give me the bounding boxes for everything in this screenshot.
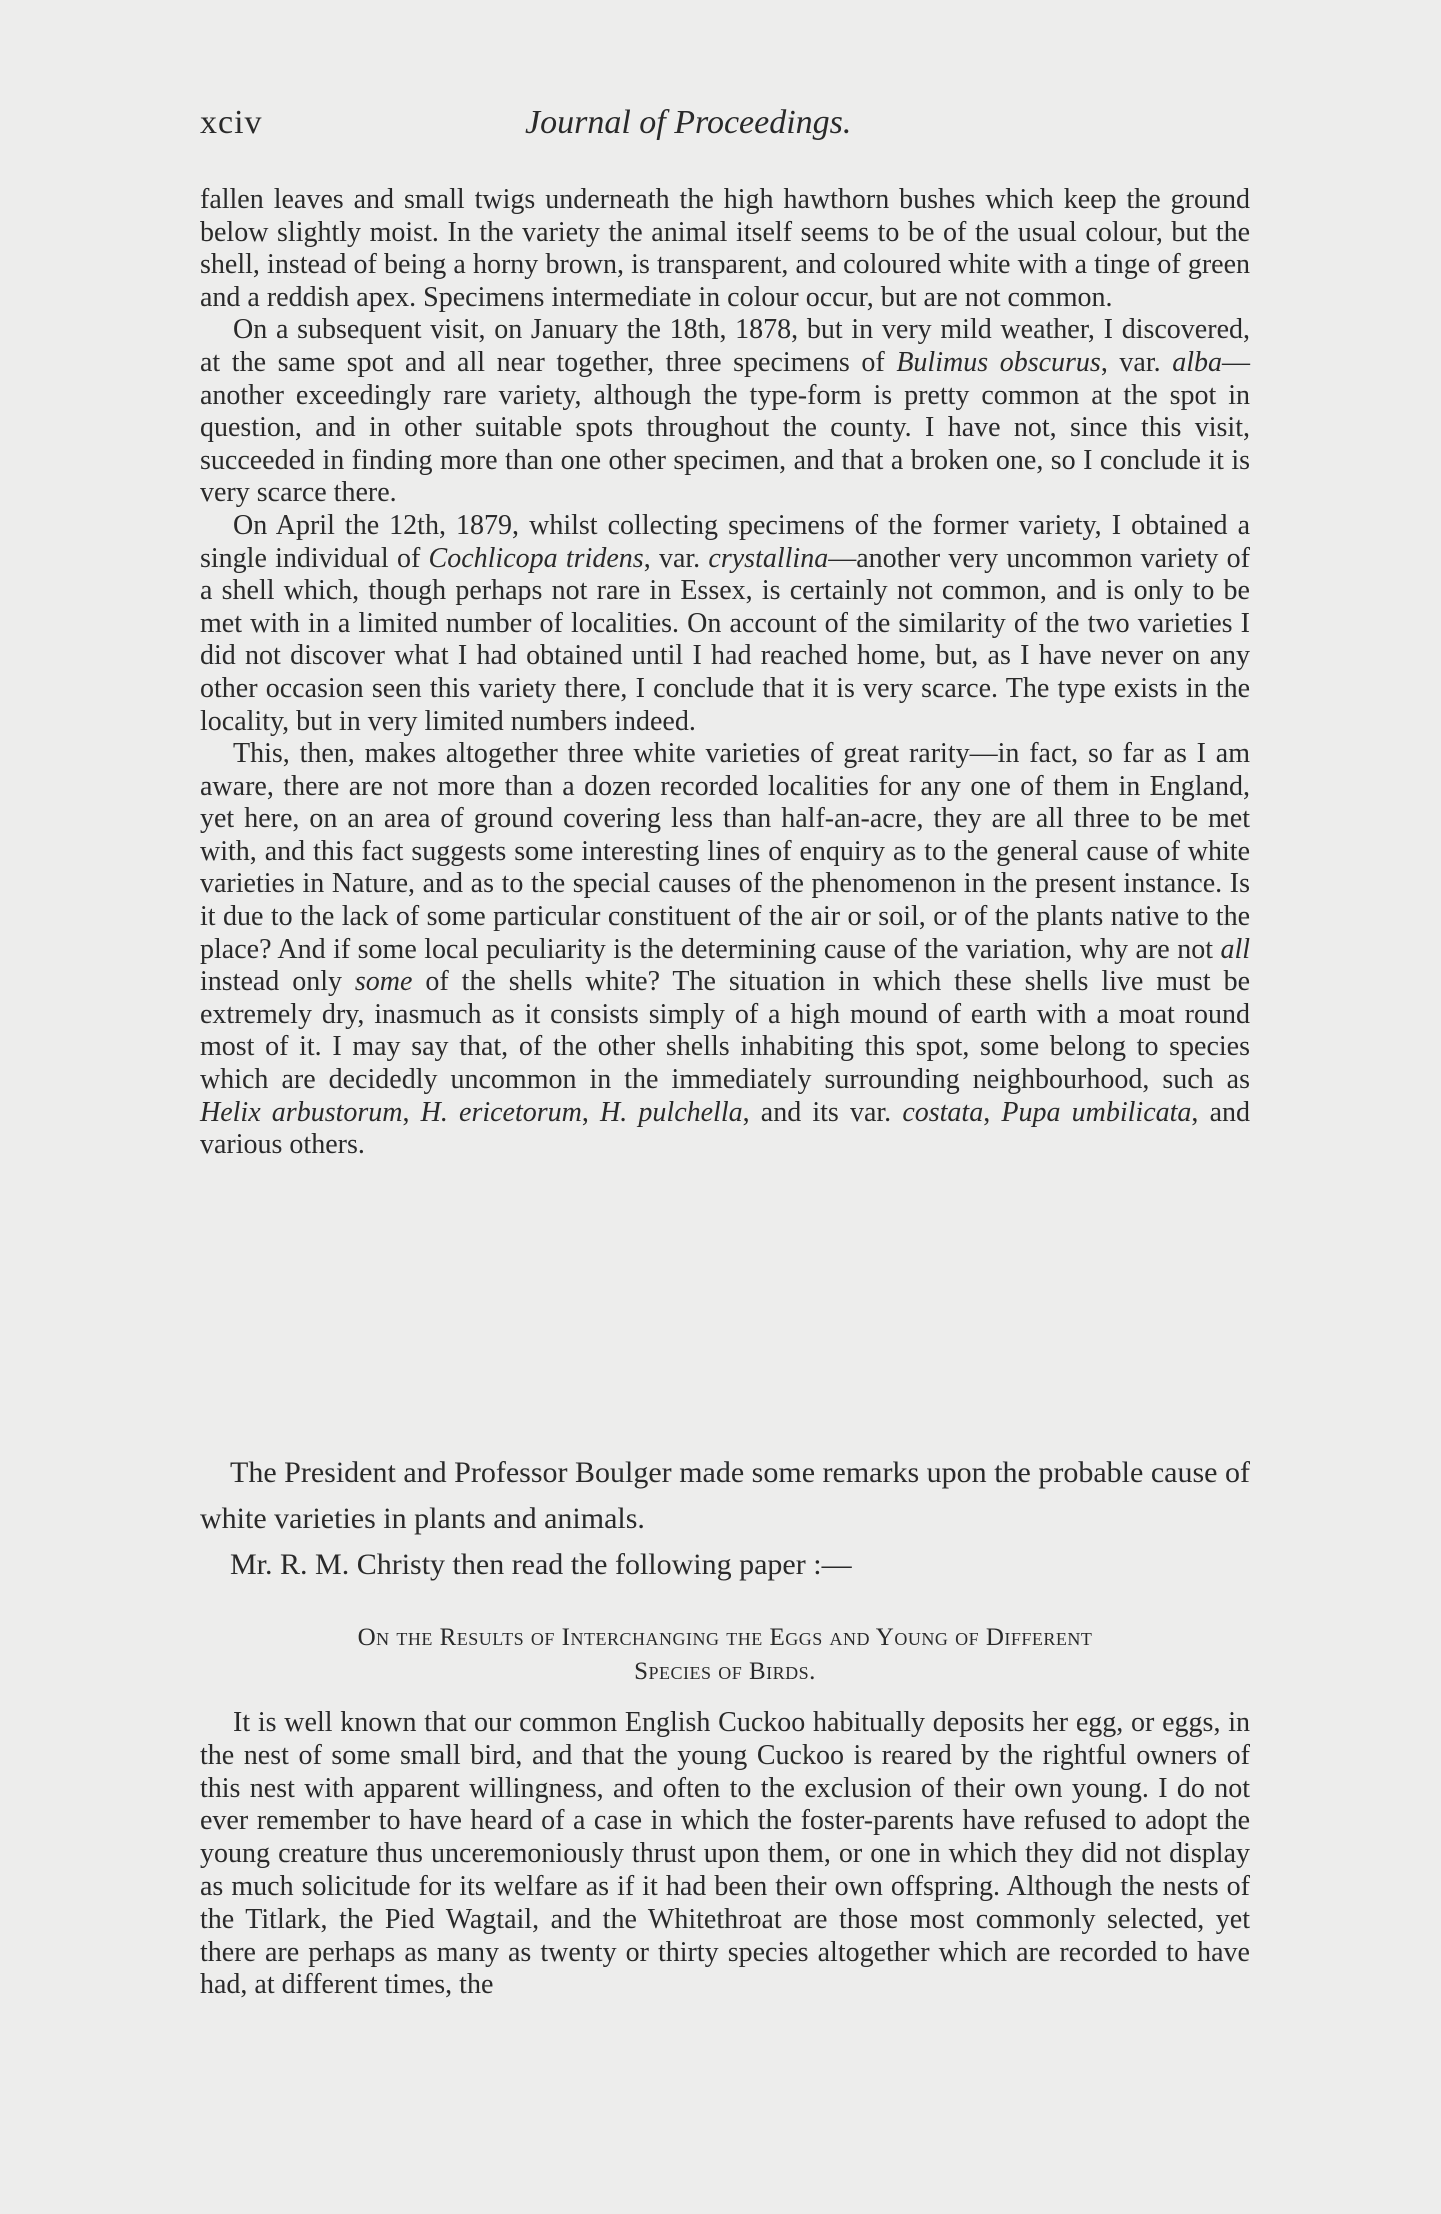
paragraph-4-text-f: , and its var. (742, 1096, 903, 1128)
paragraph-3-text-a: On April the 12th, 1879, whilst collecting specimens of the former variety, I obtained a single individual of (200, 509, 1250, 574)
variety-name: alba (1172, 346, 1222, 378)
species-name: Pupa umbilicata (1001, 1096, 1192, 1128)
page-number: xciv (200, 104, 263, 141)
emphasis-word: some (354, 966, 413, 998)
paragraph-4 (200, 738, 1250, 1162)
species-name: Helix arbustorum (200, 1096, 403, 1128)
paragraph-4-text-a: This, then, makes altogether three white varieties of great rarity—in fact, so far as I am aware, there are not more than a dozen recorded localities for any one of them in England, yet here, on an area of ground covering less than half-an-acre, they are all three to be met with, and this fact suggests some interesting lines of enquiry as to the general cause of white varieties in Nature, and as to the special causes of the phenomenon in the present instance. Is it due to the lack of some particular constituent of the air or soil, or of the plants native to the place? And if some local peculiarity is the determining cause of the variation, why are not (200, 738, 1250, 965)
paragraph-2 (200, 314, 1250, 510)
paragraph-4-text-b: instead only (200, 966, 355, 998)
paper-heading-line-1: On the Results of Interchanging the Eggs and Young of Different (357, 1624, 1093, 1651)
cuckoo-paper-text (200, 1707, 1250, 2002)
paragraph-4-text-d: , (402, 1096, 421, 1128)
running-head (200, 104, 1250, 148)
snail-varieties-text (200, 184, 1250, 1162)
paragraph-2-text-c: —another exceedingly rare variety, although the type-form is pretty common at the spot in question, and in other suitable spots throughout the county. I have not, since this visit, succeeded in finding more than one other specimen, and that a broken one, so I conclude it is very scarce there. (200, 346, 1250, 509)
paper-heading (200, 1621, 1250, 1689)
variety-name: costata (902, 1096, 984, 1128)
paragraph-4-text-g: , (983, 1096, 1002, 1128)
running-title: Journal of Proceedings. (525, 104, 852, 141)
paragraph-3 (200, 510, 1250, 738)
remarks-paragraph: The President and Professor Boulger made some remarks upon the probable cause of white varieties in plants and animals. (200, 1456, 1250, 1535)
paper-heading-line-2: Species of Birds. (634, 1658, 816, 1685)
paragraph-4-text-h: , and various others. (200, 1096, 1250, 1161)
emphasis-word: all (1220, 933, 1250, 965)
paragraph-2-text-b: , var. (1100, 346, 1173, 378)
paragraph-3-text-c: —another very uncommon variety of a shell which, though perhaps not rare in Essex, is certainly not common, and is only to be met with in a limited number of localities. On account of the similarity of the two varieties I did not discover what I had obtained until I had reached home, but, as I have never on any other occasion seen this variety there, I conclude that it is very scarce. The type exists in the locality, but in very limited numbers indeed. (200, 542, 1250, 737)
paragraph-2-text-a: On a subsequent visit, on January the 18th, 1878, but in very mild weather, I discovered, at the same spot and all near together, three specimens of (200, 314, 1250, 378)
paragraph-4-text-c: of the shells white? The situation in which these shells live must be extremely dry, inasmuch as it consists simply of a high mound of earth with a moat round most of it. I may say that, of the other shells inhabiting this spot, some belong to species which are decidedly uncommon in the immediately surrounding neighbourhood, such as (200, 966, 1250, 1096)
paragraph-1: fallen leaves and small twigs underneath the high hawthorn bushes which keep the ground below slightly moist. In the variety the animal itself seems to be of the usual colour, but the shell, instead of being a horny brown, is transparent, and coloured white with a tinge of green and a reddish apex. Specimens intermediate in colour occur, but are not common. (200, 184, 1250, 313)
paragraph-cuckoo: It is well known that our common English Cuckoo habitually deposits her egg, or eggs, in the nest of some small bird, and that the young Cuckoo is reared by the rightful owners of this nest with apparent willingness, and often to the exclusion of their own young. I do not ever remember to have heard of a case in which the foster-parents have refused to adopt the young creature thus unceremoniously thrust upon them, or one in which they did not display as much solicitude for its welfare as if it had been their own offspring. Although the nests of the Titlark, the Pied Wagtail, and the Whitethroat are those most commonly selected, yet there are perhaps as many as twenty or thirty species altogether which are recorded to have had, at different times, the (200, 1707, 1250, 2001)
paper-intro: Mr. R. M. Christy then read the following paper :— (230, 1548, 852, 1581)
paragraph-3-text-b: , var. (643, 542, 709, 574)
species-name: H. pulchella (600, 1096, 743, 1128)
species-name: Bulimus obscurus (896, 346, 1101, 378)
paragraph-4-text-e: , (581, 1096, 601, 1128)
variety-name: crystallina (708, 542, 829, 574)
species-name: H. ericetorum (420, 1096, 582, 1128)
species-name: Cochlicopa tridens (428, 542, 644, 574)
meeting-remarks (200, 1450, 1250, 1588)
